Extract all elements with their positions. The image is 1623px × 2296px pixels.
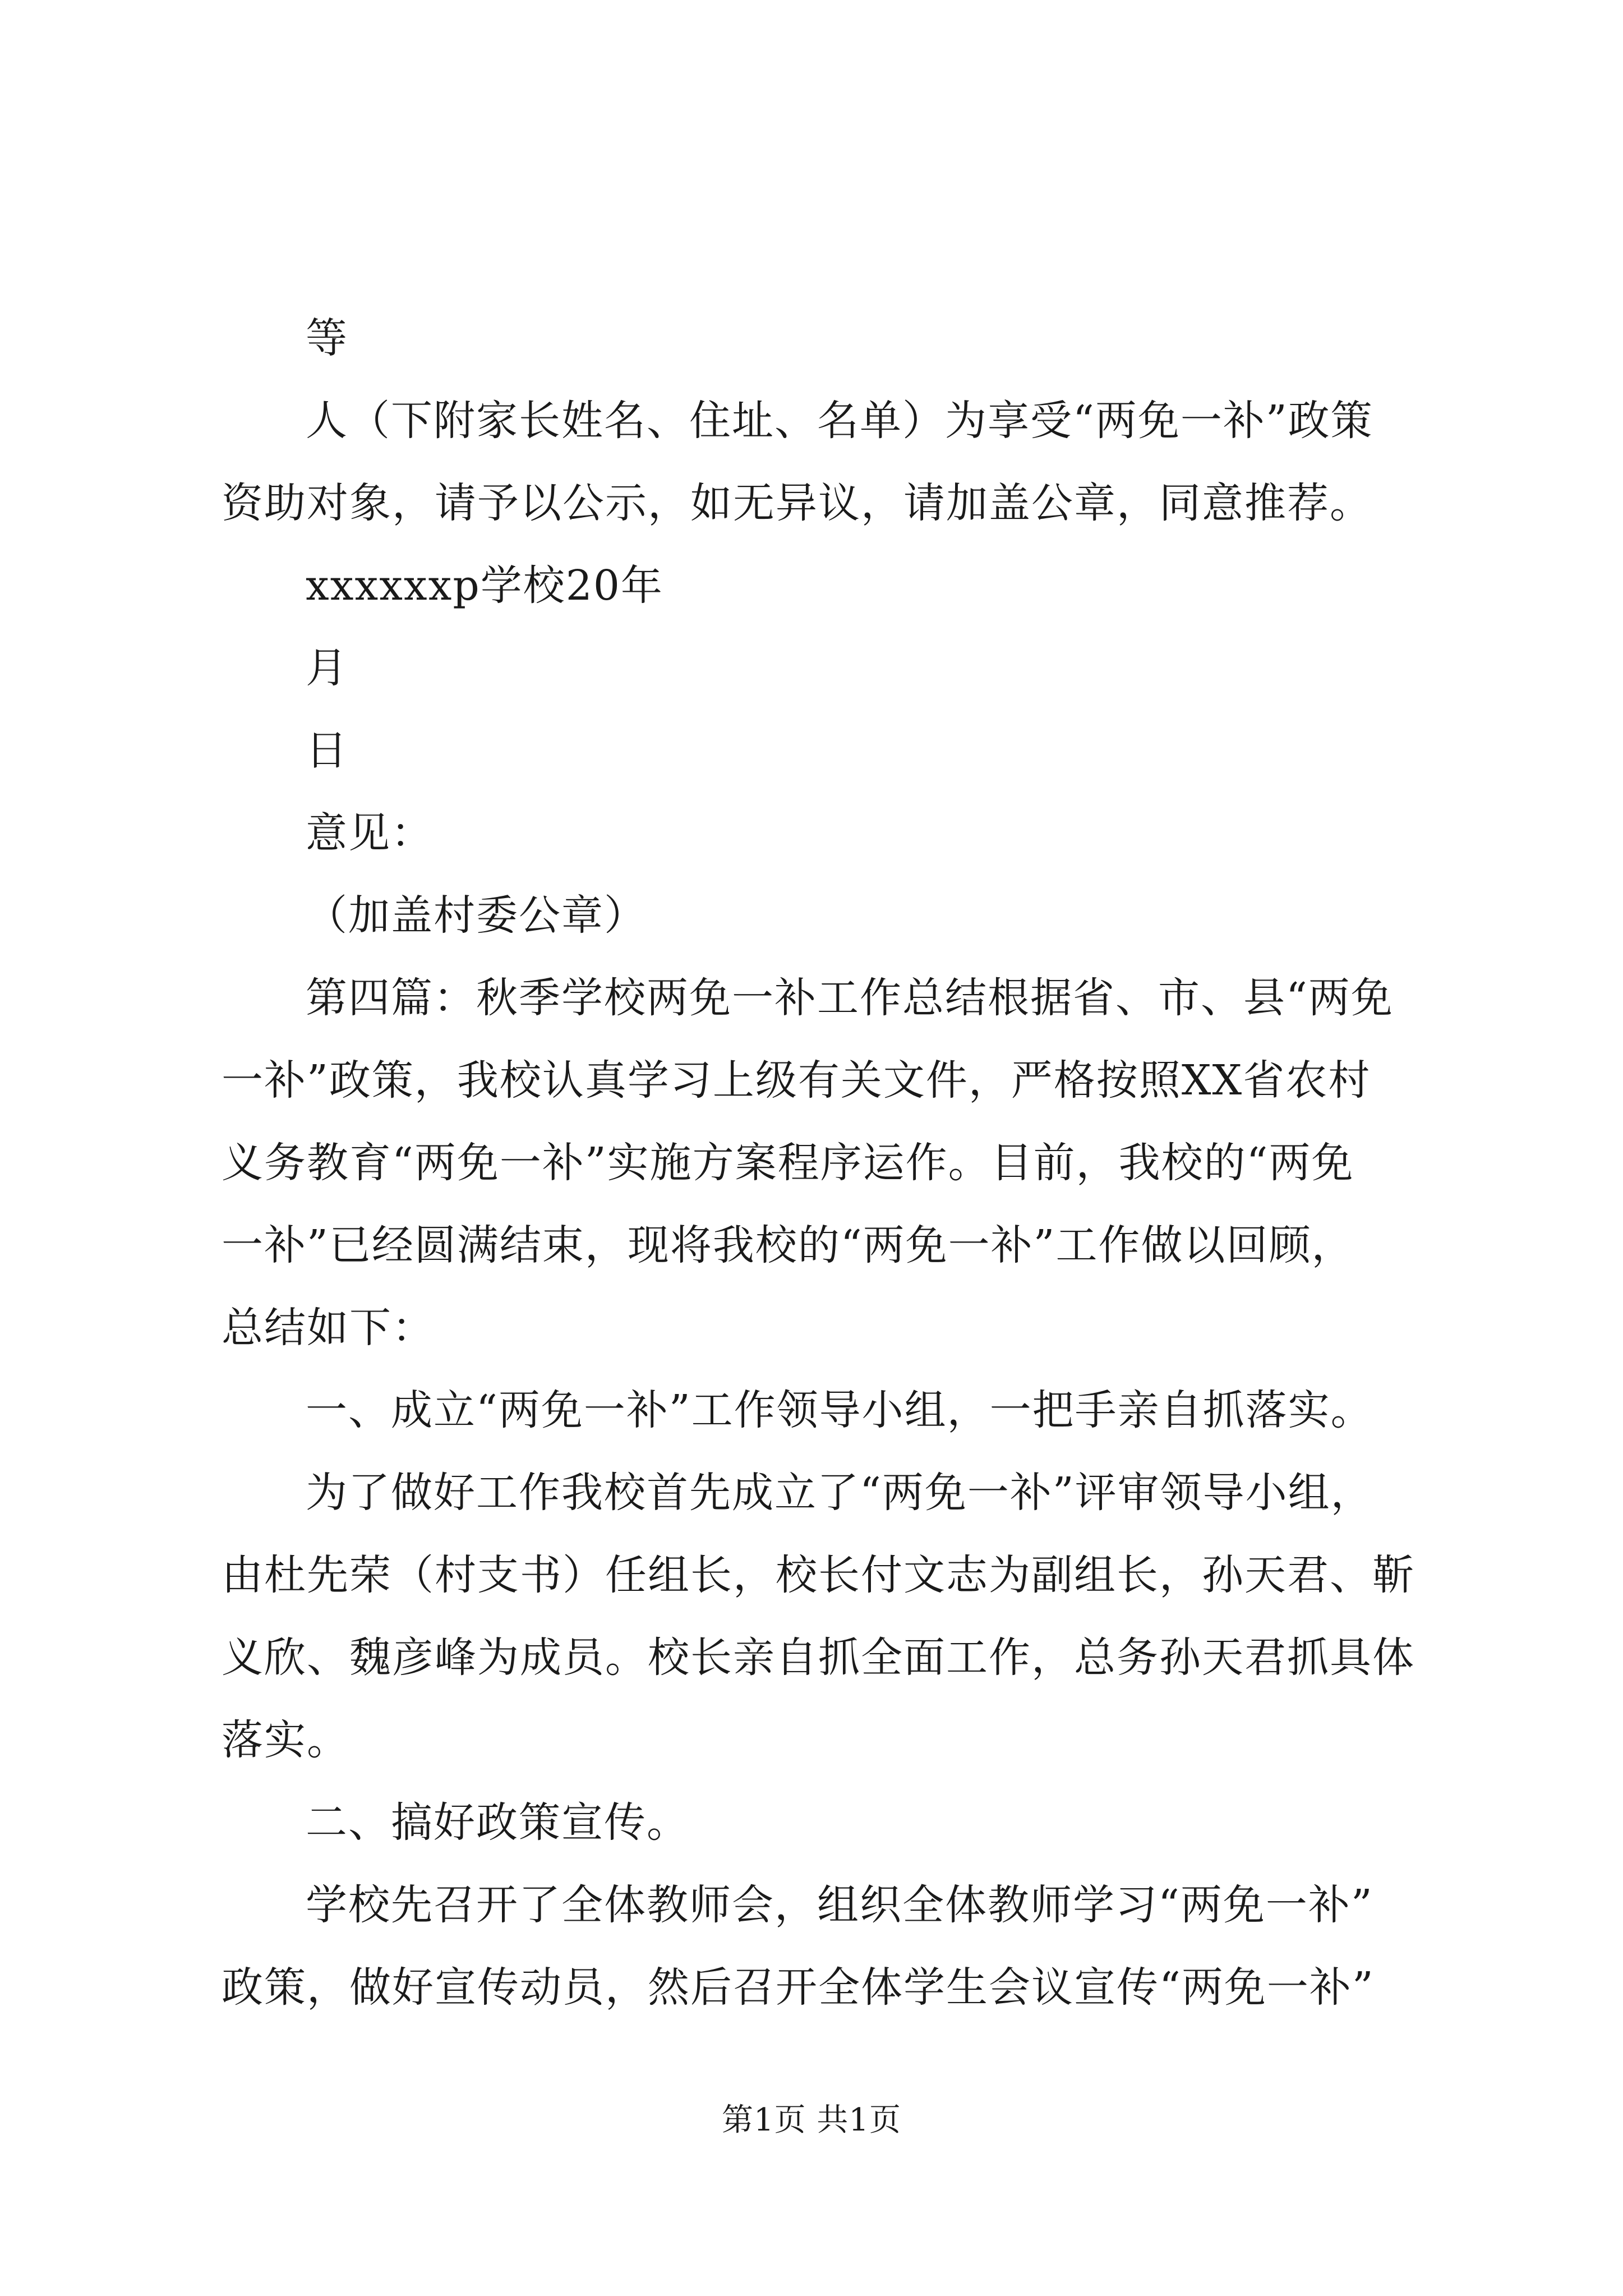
- text-line: 由杜先荣（村支书）任组长，校长付文志为副组长，孙天君、靳: [222, 1551, 1415, 1599]
- text-line: （加盖村委公章）: [306, 891, 647, 940]
- document-body: [222, 297, 1427, 2029]
- text-line: 落实。: [222, 1716, 349, 1764]
- subheading-line: 二、搞好政策宣传。: [306, 1798, 689, 1847]
- text-line: 一补”已经圆满结束，现将我校的“两免一补”工作做以回顾，: [222, 1221, 1354, 1269]
- text-line: 一补”政策，我校认真学习上级有关文件，严格按照XX省农村: [222, 1056, 1371, 1105]
- page-number-footer: 第1页 共1页: [721, 2102, 902, 2138]
- text-line: 总结如下：: [222, 1304, 435, 1352]
- text-line: 资助对象，请予以公示，如无异议，请加盖公章，同意推荐。: [222, 479, 1372, 527]
- text-line: 学校先召开了全体教师会，组织全体教师学习“两免一补”: [306, 1881, 1373, 1929]
- text-line: 人（下附家长姓名、住址、名单）为享受“两免一补”政策: [306, 397, 1373, 445]
- text-line: 月: [306, 644, 348, 692]
- text-line: xxxxxxp学校20年: [306, 562, 663, 610]
- text-line: 义欣、魏彦峰为成员。校长亲自抓全面工作，总务孙天君抓具体: [222, 1634, 1415, 1682]
- text-line: 政策，做好宣传动员，然后召开全体学生会议宣传“两免一补”: [222, 1963, 1375, 2012]
- text-line: 意见：: [306, 809, 434, 857]
- text-line: 为了做好工作我校首先成立了“两免一补”评审领导小组，: [306, 1469, 1373, 1517]
- subheading-line: 一、成立“两免一补”工作领导小组，一把手亲自抓落实。: [306, 1386, 1373, 1434]
- text-line: 义务教育“两免一补”实施方案程序运作。目前，我校的“两免: [222, 1139, 1354, 1187]
- text-line: 日: [306, 726, 348, 775]
- text-line: 等: [306, 314, 348, 362]
- section-heading-line: 第四篇：秋季学校两免一补工作总结根据省、市、县“两免: [306, 974, 1394, 1022]
